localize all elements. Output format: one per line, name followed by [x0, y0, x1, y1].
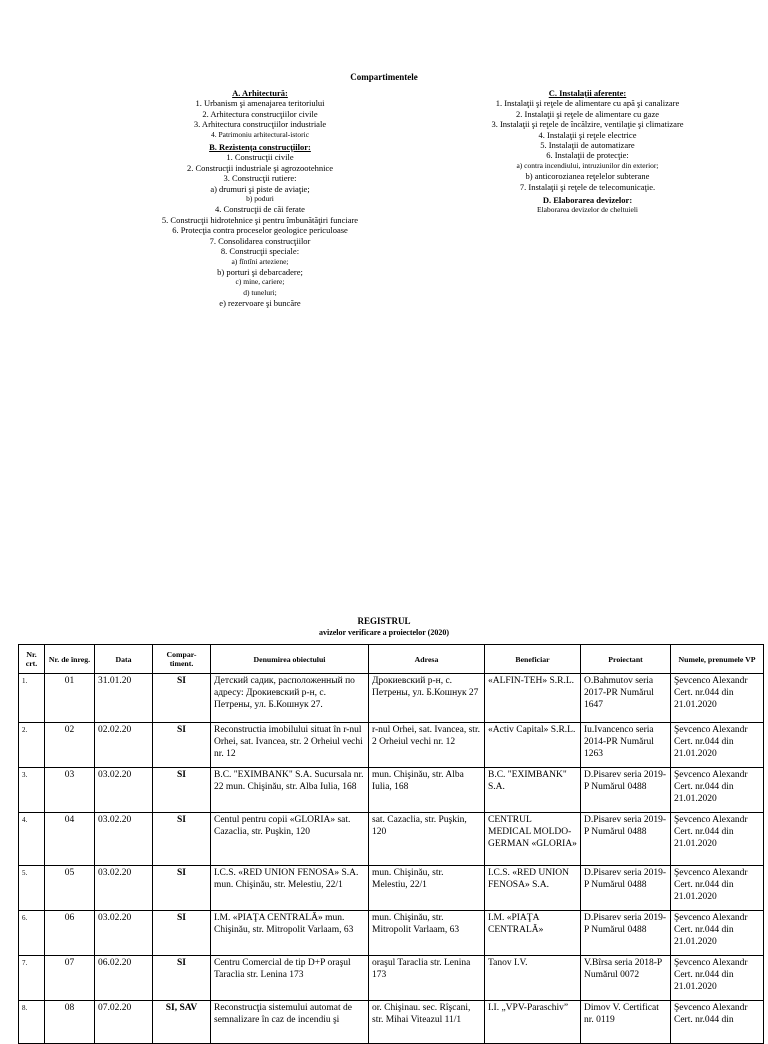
table-row — [19, 674, 764, 723]
beneficiary-cell: «Activ Capital» S.R.L. — [485, 723, 581, 768]
department-item: 2. Construcţii industriale şi agrozootehnice — [186, 162, 334, 173]
department-heading: A. Arhitectură: — [232, 88, 288, 98]
beneficiary-cell: CENTRUL MEDICAL MOLDO-GERMAN «GLORIA» — [485, 813, 581, 866]
verifier-cell: Şevcenco Alexandr Cert. nr.044 din — [671, 1001, 764, 1044]
designer-cell: D.Pisarev seria 2019-P Numărul 0488 — [581, 911, 671, 956]
department-item: 2. Instalaţii şi reţele de alimentare cu gaze — [515, 108, 659, 119]
department-item: a) drumuri şi piste de aviaţie; — [210, 183, 310, 194]
registration-number-cell: 06 — [45, 911, 95, 956]
row-number-cell: 5. — [19, 866, 45, 911]
designer-cell: D.Pisarev seria 2019-P Numărul 0488 — [581, 768, 671, 813]
department-cell: SI — [153, 911, 211, 956]
date-cell: 03.02.20 — [95, 866, 153, 911]
address-cell: or. Chişinau. sec. Rîşcani, str. Mihai Viteazul 11/1 — [369, 1001, 485, 1044]
register-heading — [0, 616, 768, 638]
department-item: 5. Instalaţii de automatizare — [540, 140, 635, 151]
address-cell: r-nul Orhei, sat. Ivancea, str. 2 Orheiul vechi nr. 12 — [369, 723, 485, 768]
table-row — [19, 956, 764, 1001]
departments-title: Compartimentele — [350, 72, 418, 82]
department-item: 7. Instalaţii şi reţele de telecomunicaţie. — [519, 181, 656, 192]
department-heading: B. Rezistenţa construcţiilor: — [209, 142, 311, 153]
column-header: Data — [95, 645, 153, 674]
designer-cell: D.Pisarev seria 2019-P Numărul 0488 — [581, 866, 671, 911]
verifier-cell: Şevcenco Alexandr Cert. nr.044 din 21.01.2020 — [671, 956, 764, 1001]
registration-number-cell: 05 — [45, 866, 95, 911]
object-name-cell: I.C.S. «RED UNION FENOSA» S.A. mun. Chişinău, str. Melestiu, 22/1 — [211, 866, 369, 911]
register-header-row — [19, 645, 764, 674]
address-cell: Дрокиевский р-н, с. Петрены, ул. Б.Кошнук 27 — [369, 674, 485, 723]
department-item: 5. Construcţii hidrotehnice şi pentru îmbunătăţiri funciare — [161, 214, 359, 225]
department-item: b) anticorozianea reţelelor subterane — [525, 171, 650, 182]
column-header: Numele, prenumele VP — [671, 645, 764, 674]
department-item: 1. Urbanism şi amenajarea teritoriului — [195, 98, 325, 109]
object-name-cell: Centru Comercial de tip D+P oraşul Taraclia str. Lenina 173 — [211, 956, 369, 1001]
department-heading: C. Instalaţii aferente: — [548, 88, 627, 98]
designer-cell: O.Bahmutov seria 2017-PR Numărul 1647 — [581, 674, 671, 723]
registration-number-cell: 08 — [45, 1001, 95, 1044]
department-cell: SI — [153, 956, 211, 1001]
column-header: Denumirea obiectului — [211, 645, 369, 674]
department-cell: SI — [153, 768, 211, 813]
row-number-cell: 2. — [19, 723, 45, 768]
department-item: a) fîntîni arteziene; — [231, 256, 289, 266]
verifier-cell: Şevcenco Alexandr Cert. nr.044 din 21.01.2020 — [671, 723, 764, 768]
department-item: 3. Construcţii rutiere: — [223, 173, 297, 184]
department-item: a) contra incendiului, intruziunilor din exterior; — [516, 160, 659, 170]
beneficiary-cell: B.C. "EXIMBANK" S.A. — [485, 768, 581, 813]
verifier-cell: Şevcenco Alexandr Cert. nr.044 din 21.01.2020 — [671, 866, 764, 911]
department-item: 3. Instalaţii şi reţele de încălzire, ventilaţie şi climatizare — [491, 119, 684, 130]
department-item: 4. Construcţii de căi ferate — [215, 204, 305, 215]
department-cell: SI — [153, 813, 211, 866]
department-heading: D. Elaborarea devizelor: — [542, 195, 633, 206]
department-item: c) mine, cariere; — [235, 277, 285, 287]
row-number-cell: 4. — [19, 813, 45, 866]
table-row — [19, 866, 764, 911]
date-cell: 03.02.20 — [95, 768, 153, 813]
register-body — [19, 674, 764, 1044]
department-item: e) rezervoare şi buncăre — [219, 298, 301, 309]
register-subtitle: avizelor verificare a proiectelor (2020) — [318, 628, 450, 637]
address-cell: mun. Chişinău, str. Alba Iulia, 168 — [369, 768, 485, 813]
designer-cell: V.Bîrsa seria 2018-P Numărul 0072 — [581, 956, 671, 1001]
verifier-cell: Şevcenco Alexandr Cert. nr.044 din 21.01.2020 — [671, 674, 764, 723]
department-item: 1. Instalaţii şi reţele de alimentare cu apă şi canalizare — [495, 98, 680, 109]
table-row — [19, 813, 764, 866]
register-table — [18, 644, 764, 1044]
beneficiary-cell: I.C.S. «RED UNION FENOSA» S.A. — [485, 866, 581, 911]
department-item: 4. Patrimoniu arhitectural-istoric — [210, 129, 310, 139]
department-item: 4. Instalaţii şi reţele electrice — [538, 129, 637, 140]
column-header: Proiectant — [581, 645, 671, 674]
registration-number-cell: 03 — [45, 768, 95, 813]
departments-left-column — [140, 88, 380, 309]
address-cell: mun. Chişinău, str. Melestiu, 22/1 — [369, 866, 485, 911]
department-item: Elaborarea devizelor de cheltuieli — [537, 205, 638, 215]
row-number-cell: 3. — [19, 768, 45, 813]
registration-number-cell: 04 — [45, 813, 95, 866]
object-name-cell: Reconstructia imobilului situat în r-nul Orhei, sat. Ivancea, str. 2 Orheiul vechi nr. 12 — [211, 723, 369, 768]
designer-cell: Dimov V. Certificat nr. 0119 — [581, 1001, 671, 1044]
date-cell: 06.02.20 — [95, 956, 153, 1001]
department-item: 7. Consolidarea construcţiilor — [209, 235, 311, 246]
object-name-cell: Детский садик, расположенный по адресу: Дрокиевский р-н, с. Петрены, ул. Б.Кошнук 27. — [211, 674, 369, 723]
row-number-cell: 8. — [19, 1001, 45, 1044]
object-name-cell: Reconstrucţia sistemului automat de semnalizare în caz de incendiu şi — [211, 1001, 369, 1044]
beneficiary-cell: Tanov I.V. — [485, 956, 581, 1001]
register-title: REGISTRUL — [357, 616, 411, 626]
department-item: 2. Arhitectura construcţiilor civile — [202, 108, 318, 119]
department-item: 8. Construcţii speciale: — [220, 246, 300, 257]
designer-cell: Iu.Ivancenco seria 2014-PR Numărul 1263 — [581, 723, 671, 768]
registration-number-cell: 02 — [45, 723, 95, 768]
department-item: 6. Protecţia contra proceselor geologice periculoase — [172, 225, 348, 236]
address-cell: mun. Chişinău, str. Mitropolit Varlaam, 63 — [369, 911, 485, 956]
date-cell: 03.02.20 — [95, 911, 153, 956]
table-row — [19, 911, 764, 956]
designer-cell: D.Pisarev seria 2019-P Numărul 0488 — [581, 813, 671, 866]
address-cell: oraşul Taraclia str. Lenina 173 — [369, 956, 485, 1001]
verifier-cell: Şevcenco Alexandr Cert. nr.044 din 21.01.2020 — [671, 768, 764, 813]
registration-number-cell: 07 — [45, 956, 95, 1001]
departments-right-column — [435, 88, 740, 216]
row-number-cell: 6. — [19, 911, 45, 956]
column-header: Nr. de înreg. — [45, 645, 95, 674]
object-name-cell: Centul pentru copii «GLORIA» sat. Cazaclia, str. Puşkin, 120 — [211, 813, 369, 866]
date-cell: 03.02.20 — [95, 813, 153, 866]
department-item: 1. Construcţii civile — [226, 152, 294, 163]
department-item: 3. Arhitectura construcţiilor industriale — [193, 119, 327, 130]
department-cell: SI — [153, 674, 211, 723]
department-cell: SI — [153, 723, 211, 768]
registration-number-cell: 01 — [45, 674, 95, 723]
object-name-cell: I.M. «PIAŢA CENTRALĂ» mun. Chişinău, str. Mitropolit Varlaam, 63 — [211, 911, 369, 956]
department-cell: SI — [153, 866, 211, 911]
column-header: Compar-timent. — [153, 645, 211, 674]
row-number-cell: 7. — [19, 956, 45, 1001]
date-cell: 02.02.20 — [95, 723, 153, 768]
department-item: d) tuneluri; — [243, 287, 277, 297]
beneficiary-cell: «ALFIN-TEH» S.R.L. — [485, 674, 581, 723]
department-item: 6. Instalaţii de protecţie: — [546, 150, 629, 161]
beneficiary-cell: I.M. «PIAŢA CENTRALĂ» — [485, 911, 581, 956]
date-cell: 31.01.20 — [95, 674, 153, 723]
column-header: Adresa — [369, 645, 485, 674]
table-row — [19, 723, 764, 768]
object-name-cell: B.C. "EXIMBANK" S.A. Sucursala nr. 22 mun. Chişinău, str. Alba Iulia, 168 — [211, 768, 369, 813]
date-cell: 07.02.20 — [95, 1001, 153, 1044]
table-row — [19, 1001, 764, 1044]
column-header: Beneficiar — [485, 645, 581, 674]
department-item: b) poduri — [246, 194, 274, 204]
department-item: b) porturi şi debarcadere; — [217, 266, 303, 277]
verifier-cell: Şevcenco Alexandr Cert. nr.044 din 21.01.2020 — [671, 911, 764, 956]
address-cell: sat. Cazaclia, str. Puşkin, 120 — [369, 813, 485, 866]
row-number-cell: 1. — [19, 674, 45, 723]
table-row — [19, 768, 764, 813]
beneficiary-cell: I.I. „VPV-Paraschiv” — [485, 1001, 581, 1044]
verifier-cell: Şevcenco Alexandr Cert. nr.044 din 21.01.2020 — [671, 813, 764, 866]
department-cell: SI, SAV — [153, 1001, 211, 1044]
column-header: Nr. crt. — [19, 645, 45, 674]
